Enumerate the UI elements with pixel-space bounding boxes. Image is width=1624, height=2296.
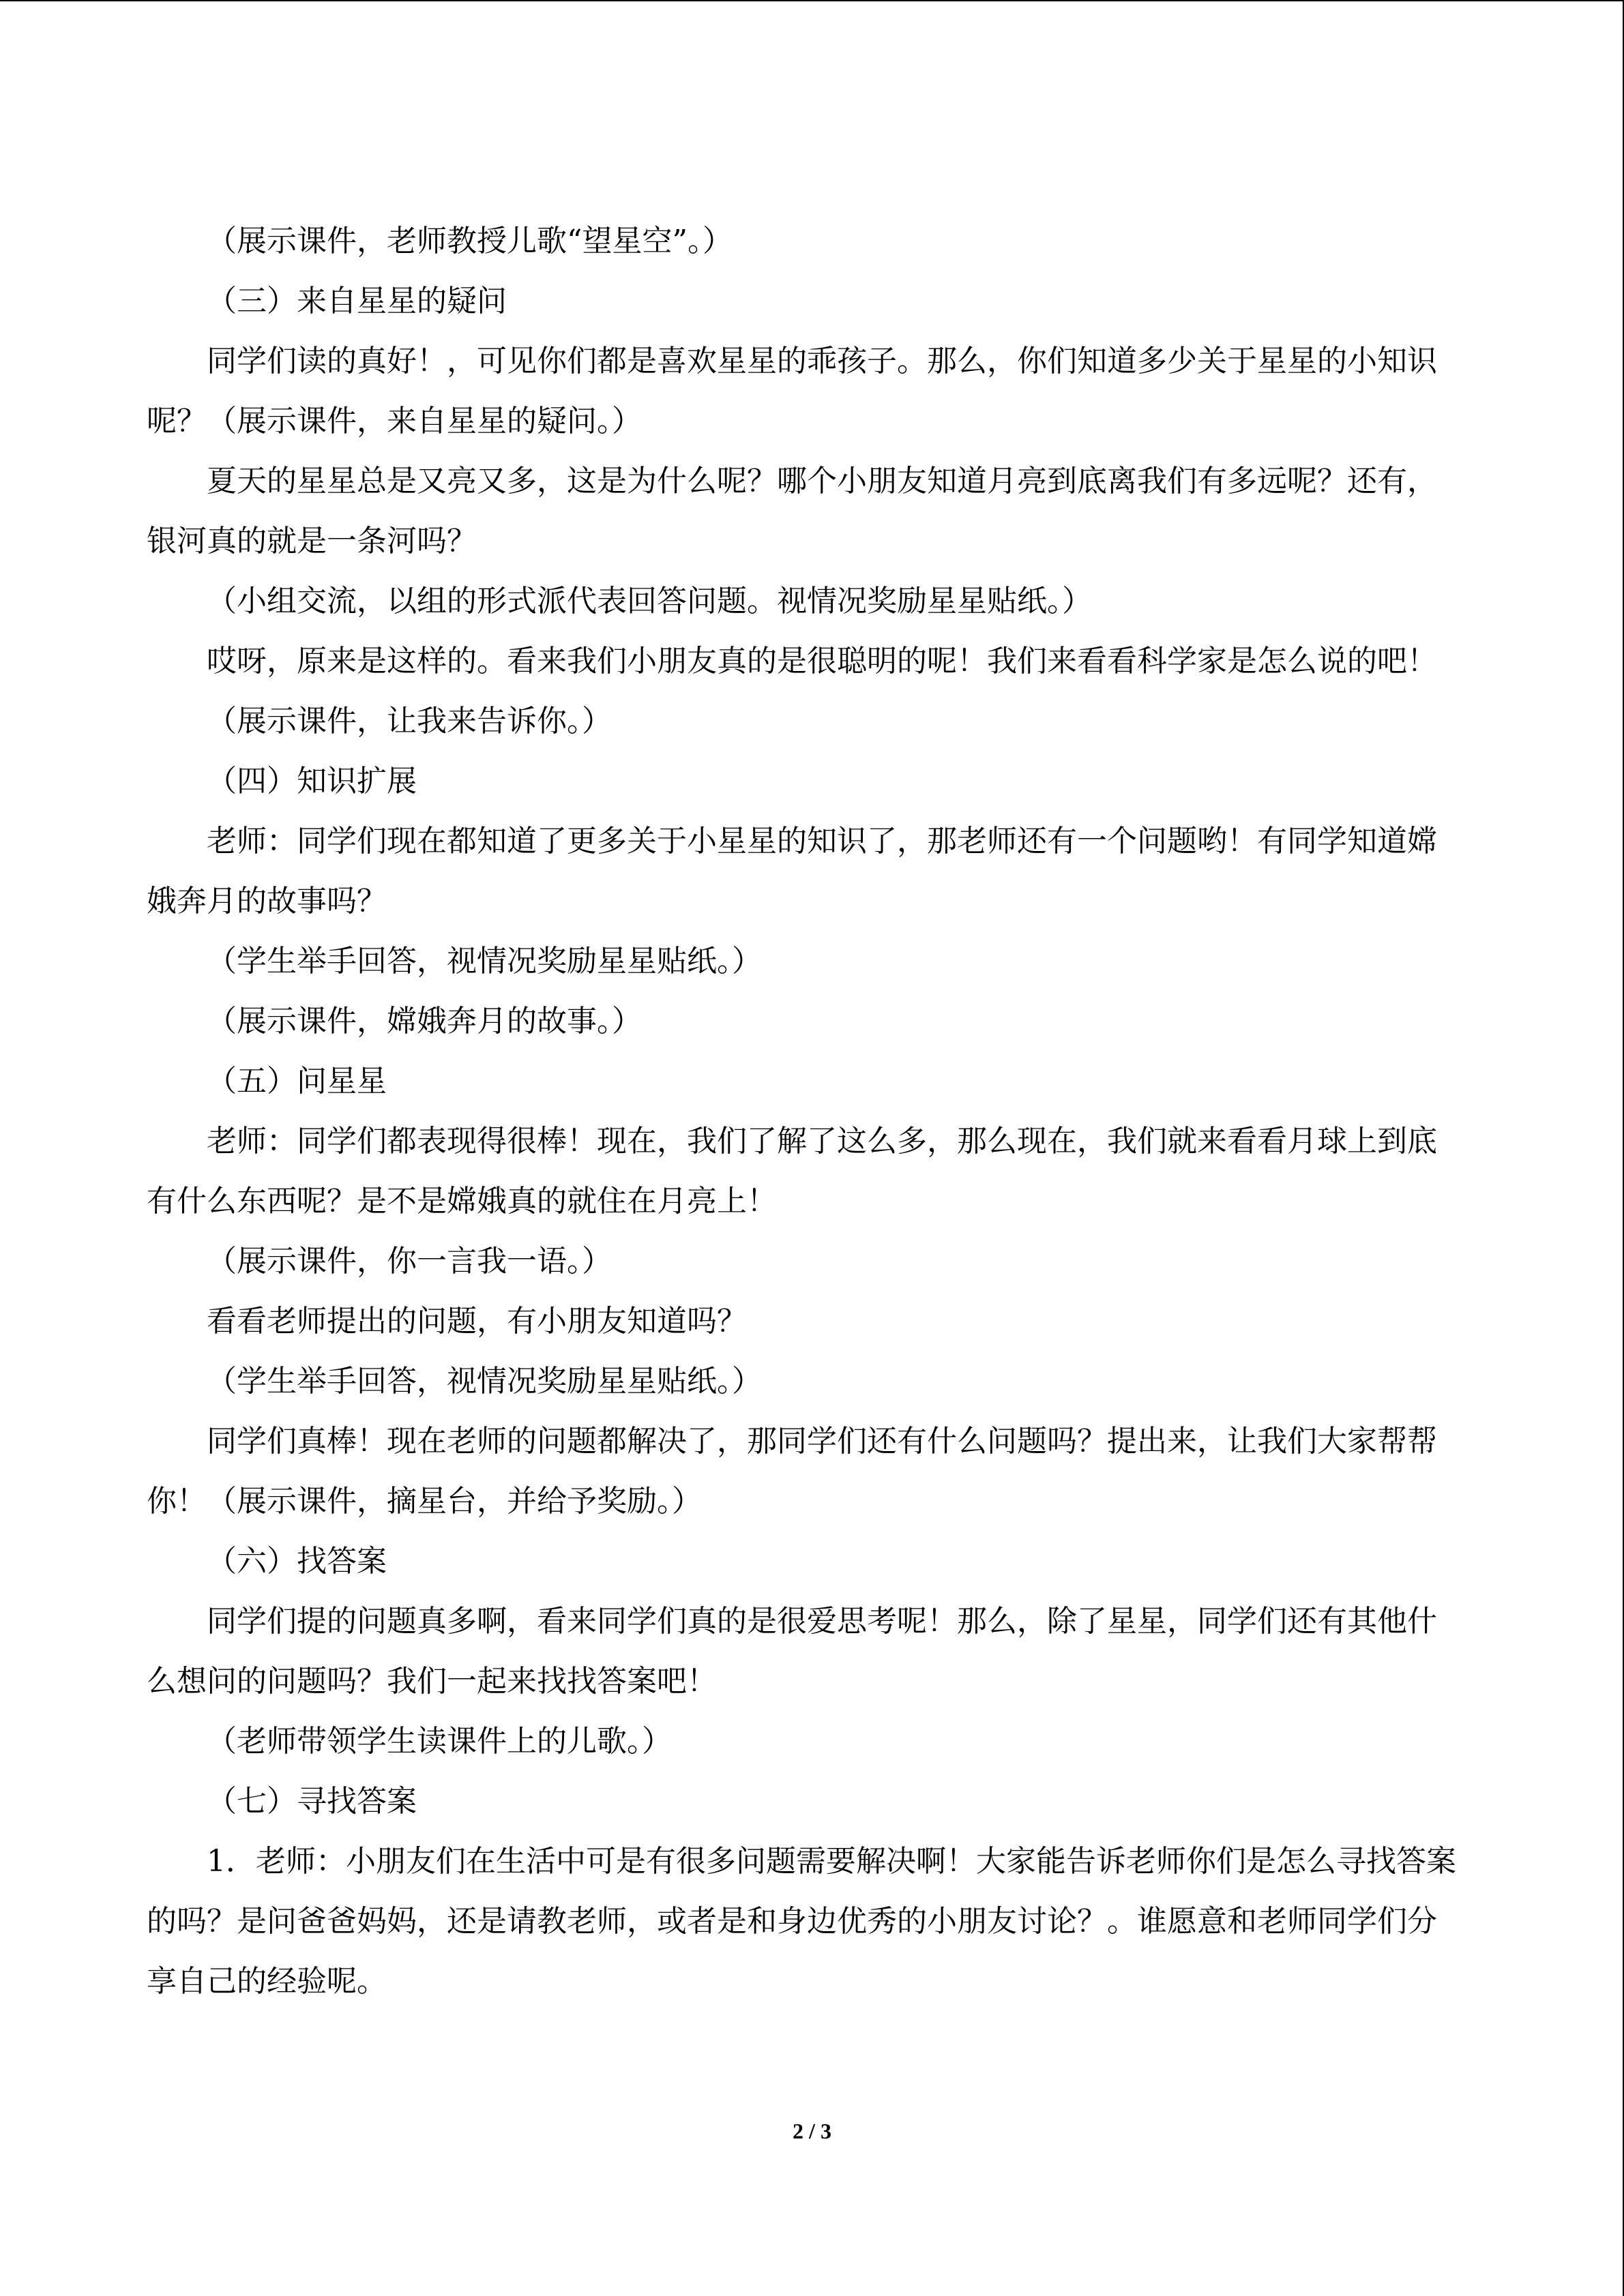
paragraph: （展示课件，老师教授儿歌“望星空”。） [207, 224, 733, 258]
paragraph: 1．老师：小朋友们在生活中可是有很多问题需要解决啊！大家能告诉老师你们是怎么寻找答案的吗？是问爸爸妈妈，还是请教老师，或者是和身边优秀的小朋友讨论？。谁愿意和老师同学们分享自己的经验呢。 [147, 1844, 1456, 1999]
section-heading: （四）知识扩展 [207, 764, 417, 799]
paragraph: 同学们读的真好！，可见你们都是喜欢星星的乖孩子。那么，你们知道多少关于星星的小知识呢？（展示课件，来自星星的疑问。） [147, 344, 1437, 438]
paragraph: （老师带领学生读课件上的儿歌。） [207, 1724, 672, 1759]
paragraph: （展示课件，你一言我一语。） [207, 1244, 612, 1279]
paragraph: 老师：同学们现在都知道了更多关于小星星的知识了，那老师还有一个问题哟！有同学知道嫦娥奔月的故事吗？ [147, 824, 1437, 919]
paragraph: （学生举手回答，视情况奖励星星贴纸。） [207, 944, 762, 979]
page-number: 2 / 3 [793, 2119, 831, 2143]
paragraph: 哎呀，原来是这样的。看来我们小朋友真的是很聪明的呢！我们来看看科学家是怎么说的吧！ [207, 644, 1437, 679]
paragraph: 同学们真棒！现在老师的问题都解决了，那同学们还有什么问题吗？提出来，让我们大家帮帮你！（展示课件，摘星台，并给予奖励。） [147, 1424, 1437, 1519]
paragraph: 夏天的星星总是又亮又多，这是为什么呢？哪个小朋友知道月亮到底离我们有多远呢？还有，银河真的就是一条河吗？ [147, 464, 1437, 558]
document-body [147, 211, 1456, 2012]
paragraph: （展示课件，嫦娥奔月的故事。） [207, 1004, 642, 1039]
paragraph: 老师：同学们都表现得很棒！现在，我们了解了这么多，那么现在，我们就来看看月球上到底有什么东西呢？是不是嫦娥真的就住在月亮上！ [147, 1124, 1437, 1219]
paragraph: （学生举手回答，视情况奖励星星贴纸。） [207, 1364, 762, 1399]
section-heading: （六）找答案 [207, 1544, 387, 1579]
section-heading: （三）来自星星的疑问 [207, 284, 507, 318]
paragraph: 看看老师提出的问题，有小朋友知道吗？ [207, 1304, 747, 1339]
paragraph: 同学们提的问题真多啊，看来同学们真的是很爱思考呢！那么，除了星星，同学们还有其他什么想问的问题吗？我们一起来找找答案吧！ [147, 1604, 1437, 1699]
section-heading: （五）问星星 [207, 1064, 387, 1099]
section-heading: （七）寻找答案 [207, 1784, 417, 1819]
paragraph: （小组交流，以组的形式派代表回答问题。视情况奖励星星贴纸。） [207, 584, 1092, 618]
paragraph: （展示课件，让我来告诉你。） [207, 704, 612, 739]
